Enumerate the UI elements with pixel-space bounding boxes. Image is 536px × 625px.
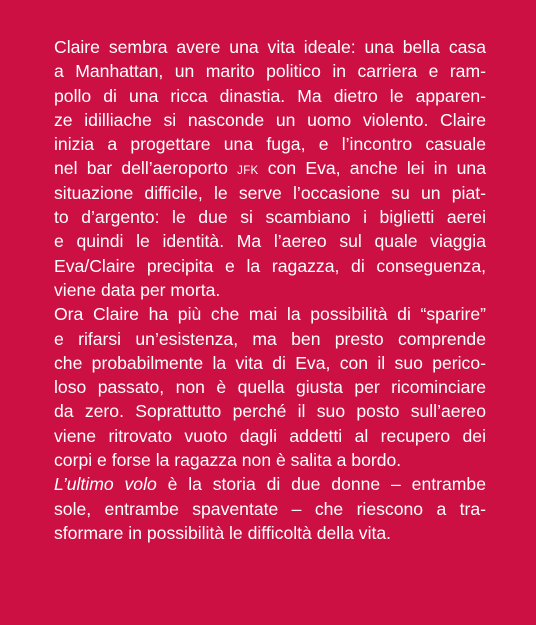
- text-line: e quindi le identità. Ma l’aereo sul quale viaggia: [54, 231, 486, 252]
- text-line: loso passato, non è quella giusta per ricominciare: [54, 377, 486, 398]
- text-line: e rifarsi un’esistenza, ma ben presto comprende: [54, 328, 486, 349]
- text-line: Eva/Claire precipita e la ragazza, di conseguenza,: [54, 255, 486, 276]
- text-line: sole, entrambe spaventate – che riescono a tra-: [54, 498, 486, 519]
- text-line: pollo di una ricca dinastia. Ma dietro le apparen-: [54, 85, 486, 106]
- text-line: viene ritrovato vuoto dagli addetti al recupero dei: [54, 425, 486, 446]
- synopsis-text: [54, 35, 486, 545]
- text-line: to d’argento: le due si scambiano i biglietti aerei: [54, 207, 486, 228]
- text-line: ze idilliache si nasconde un uomo violento. Claire: [54, 109, 486, 130]
- text-line: sformare in possibilità le difficoltà della vita.: [54, 522, 392, 543]
- text-line: Ora Claire ha più che mai la possibilità di “sparire”: [54, 304, 486, 325]
- text-line: viene data per morta.: [54, 279, 221, 300]
- text-line: situazione difficile, le serve l’occasione su un piat-: [54, 182, 486, 203]
- text-line: L’ultimo volo è la storia di due donne – entrambe: [54, 474, 486, 495]
- text-line: da zero. Soprattutto perché il suo posto sull’aereo: [54, 401, 486, 422]
- airport-code: JFK: [237, 165, 259, 178]
- text-line: inizia a progettare una fuga, e l’incontro casuale: [54, 134, 486, 155]
- text-line: Claire sembra avere una vita ideale: una bella casa: [54, 37, 486, 57]
- text-line: a Manhattan, un marito politico in carriera e ram-: [54, 61, 486, 82]
- book-title: L’ultimo volo: [54, 474, 157, 495]
- text-line: nel bar dell’aeroporto JFK con Eva, anche lei in una: [54, 158, 486, 179]
- text-line: che probabilmente la vita di Eva, con il suo perico-: [54, 352, 486, 373]
- text-line: corpi e forse la ragazza non è salita a bordo.: [54, 450, 402, 471]
